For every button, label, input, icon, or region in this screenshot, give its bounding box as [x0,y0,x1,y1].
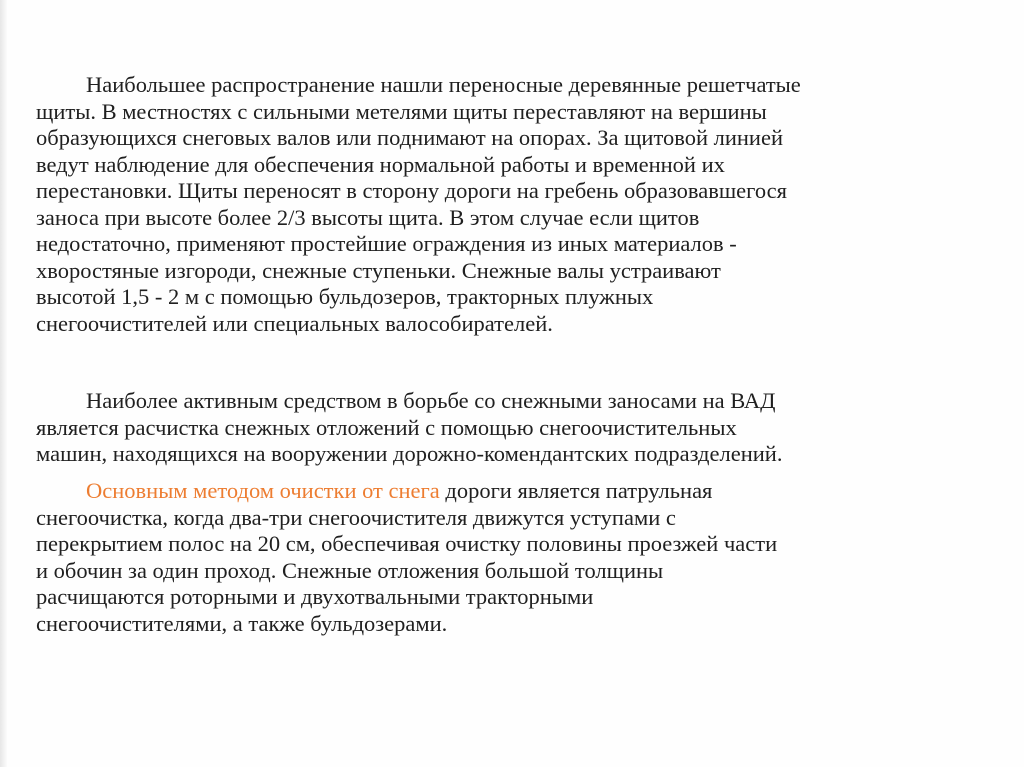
paragraph-line: Наибольшее распространение нашли переносные деревянные решетчатые [86,72,801,97]
paragraph-line: Наиболее активным средством в борьбе со снежными заносами на ВАД [86,388,776,413]
paragraph-main-method [36,478,996,637]
paragraph-line: перекрытием полос на 20 см, обеспечивая очистку половины проезжей части [36,531,778,556]
paragraph-line: является расчистка снежных отложений с помощью снегоочистительных [36,414,737,440]
paragraph-line: хворостяные изгороди, снежные ступеньки. Снежные валы устраивают [36,257,721,283]
paragraph-line: ведут наблюдение для обеспечения нормальной работы и временной их [36,151,725,177]
paragraph-line: щиты. В местностях с сильными метелями щиты переставляют на вершины [36,98,767,124]
paragraph-line: снегоочистителей или специальных валособирателей. [36,310,553,336]
highlighted-phrase: Основным методом очистки от снега [86,478,440,503]
paragraph-first-line [36,478,996,505]
paragraph-line: и обочин за один проход. Снежные отложения большой толщины [36,557,664,583]
paragraph-line: перестановки. Щиты переносят в сторону дороги на гребень образовавшегося [36,178,787,203]
paragraph-line: недостаточно, применяют простейшие ограждения из иных материалов - [36,231,737,256]
paragraph-line: снегоочистителями, а также бульдозерами. [36,610,448,636]
paragraph-line: заноса при высоте более 2/3 высоты щита. В этом случае если щитов [36,204,700,230]
paragraph-line: образующихся снеговых валов или поднимают на опорах. За щитовой линией [36,125,784,150]
paragraph-snow-shields [36,72,996,337]
paragraph-line: машин, находящихся на вооружении дорожно-комендантских подразделений. [36,441,783,466]
paragraph-line: высотой 1,5 - 2 м с помощью бульдозеров, тракторных плужных [36,284,654,309]
first-line-rest: дороги является патрульная [439,478,713,503]
paragraph-line: расчищаются роторными и двухотвальными тракторными [36,584,594,609]
paragraph-snow-clearing [36,388,996,468]
paragraph-line: снегоочистка, когда два-три снегоочистителя движутся уступами с [36,504,676,530]
